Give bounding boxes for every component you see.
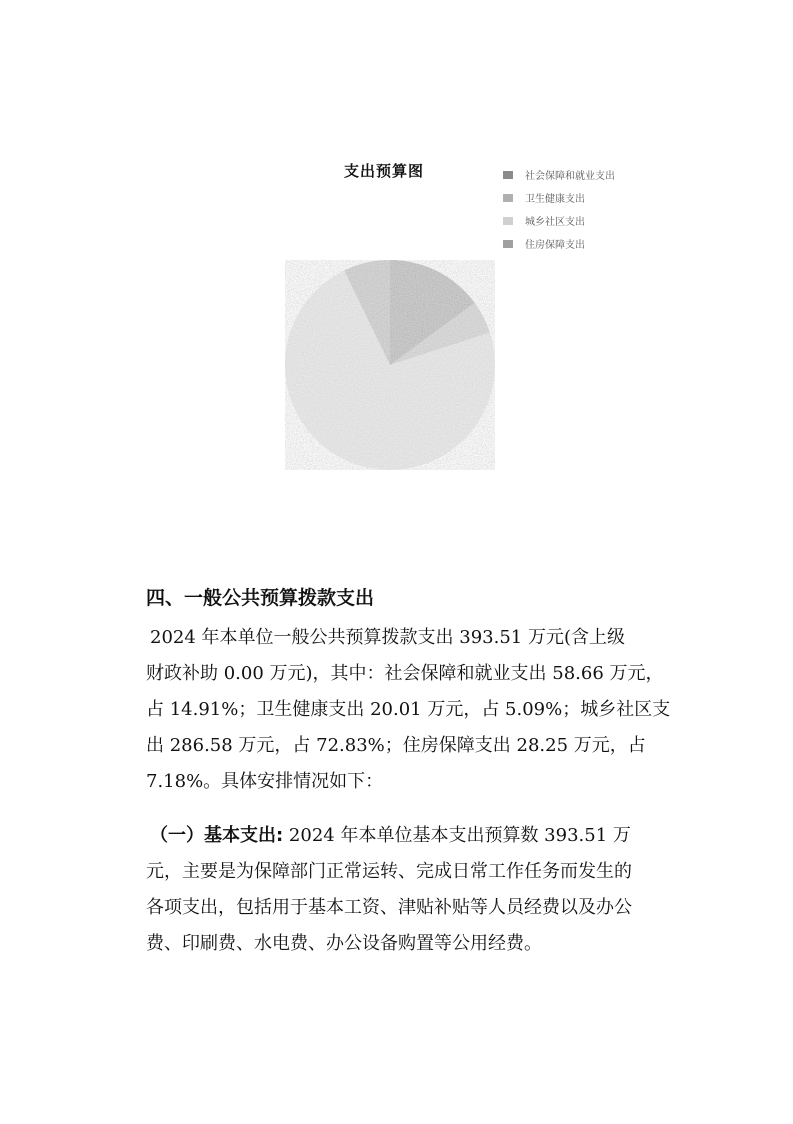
subsection-lead: （一）基本支出: [150,825,284,846]
legend-swatch-2 [503,217,513,225]
section-title: 四、一般公共预算拨款支出 [146,587,375,609]
paragraph-line: 2024 年本单位一般公共预算拨款支出 393.51 万元(含上级 [150,627,625,648]
paragraph-line: 出 286.58 万元，占 72.83%；住房保障支出 28.25 万元，占 [146,735,646,756]
paragraph-general-budget [146,620,671,800]
legend-swatch-3 [503,240,513,248]
legend-label: 社会保障和就业支出 [525,171,615,182]
paragraph-line: 占 14.91%；卫生健康支出 20.01 万元，占 5.09%；城乡社区支 [146,699,671,720]
legend-item [503,186,615,209]
legend-swatch-0 [503,171,513,179]
legend-label: 卫生健康支出 [525,194,585,205]
paragraph-line [146,818,666,854]
pie-chart [280,240,500,490]
paragraph-basic-expenditure [146,818,666,962]
paragraph-line: 费、印刷费、水电费、办公设备购置等公用经费。 [146,933,542,954]
legend-swatch-1 [503,194,513,202]
paragraph-line-rest: 2024 年本单位基本支出预算数 393.51 万 [283,825,631,846]
chart-legend [503,163,615,255]
chart-title: 支出预算图 [344,162,425,180]
legend-label: 住房保障支出 [525,240,585,251]
legend-item [503,232,615,255]
legend-item [503,163,615,186]
paragraph-line: 各项支出，包括用于基本工资、津贴补贴等人员经费以及办公 [146,897,632,918]
paragraph-line: 7.18%。具体安排情况如下： [146,771,384,792]
legend-item [503,209,615,232]
legend-label: 城乡社区支出 [525,217,585,228]
paragraph-line: 财政补助 0.00 万元)，其中：社会保障和就业支出 58.66 万元， [146,663,664,684]
paragraph-line: 元，主要是为保障部门正常运转、完成日常工作任务而发生的 [146,861,632,882]
